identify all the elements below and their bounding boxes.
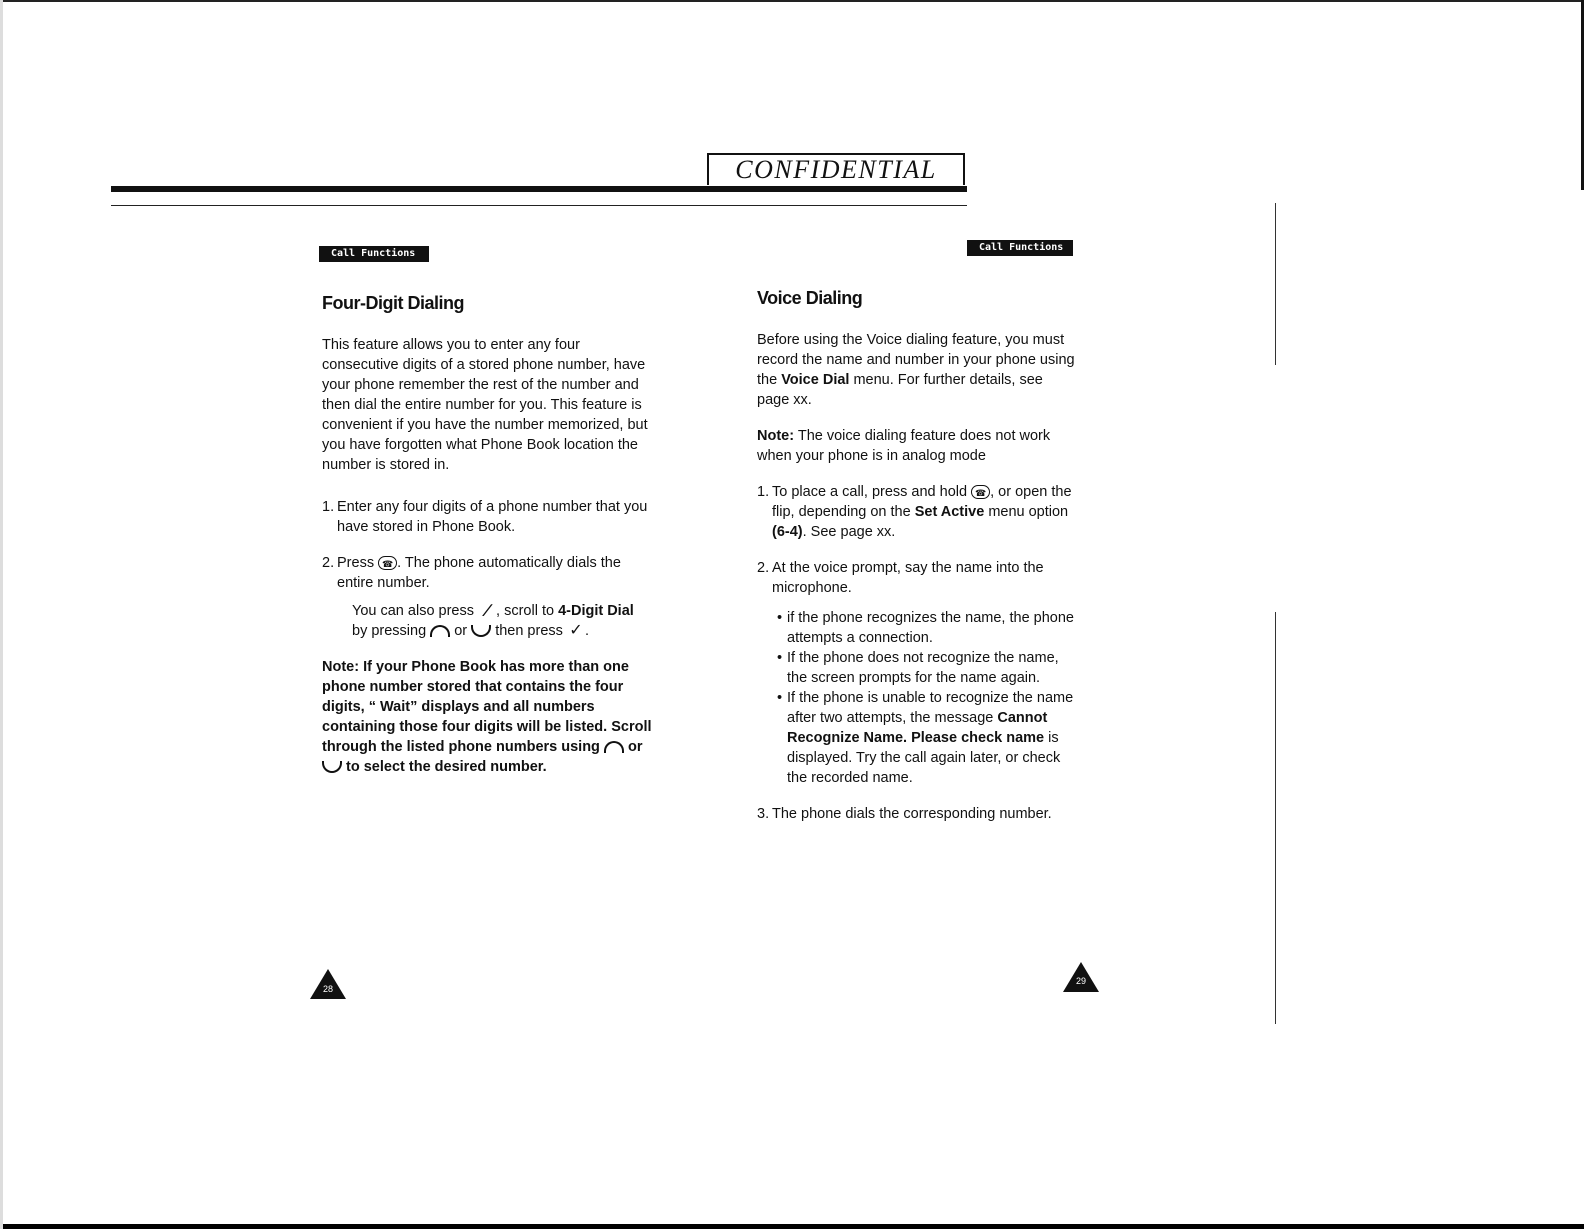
note-text: to select the desired number. xyxy=(346,759,547,775)
intro-paragraph xyxy=(757,330,1077,410)
scan-edge-left xyxy=(0,0,3,1229)
note-label: Note: xyxy=(322,659,360,675)
sub-text: by pressing xyxy=(352,623,427,639)
step-number: 1. xyxy=(322,499,335,515)
call-key-icon: ☎ xyxy=(971,485,990,499)
down-scroll-key-icon xyxy=(322,761,342,773)
sub-text: then press xyxy=(495,623,563,639)
step-text: . See page xx. xyxy=(802,524,896,540)
step-text: Press xyxy=(337,555,375,571)
step-3 xyxy=(757,804,1077,824)
bullet-item: • if the phone recognizes the name, the phone attempts a connection. xyxy=(777,610,1074,646)
bullet-text: If the phone does not recognize the name, the screen prompts for the name again. xyxy=(787,650,1059,686)
note-text: or xyxy=(627,739,643,755)
bullet-item: • If the phone is unable to recognize the name after two attempts, the message Cannot Recognize Name. Please check name is displayed. Try the call again later, or check the recorded name. xyxy=(777,690,1074,786)
step-1 xyxy=(757,482,1077,542)
page-edge-line-bottom xyxy=(1275,612,1276,1024)
up-scroll-key-icon xyxy=(604,741,624,753)
step-text: , or open the flip, depending on the xyxy=(772,484,1072,520)
scan-edge-bottom xyxy=(0,1224,1584,1229)
step-text: . The phone automatically dials the entire number. xyxy=(337,555,621,591)
page-edge-line-top xyxy=(1275,203,1276,365)
message-text: Cannot Recognize Name. Please check name xyxy=(787,710,1048,746)
section-title-four-digit: Four-Digit Dialing xyxy=(322,293,464,313)
bullet-item: • If the phone does not recognize the name, the screen prompts for the name again. xyxy=(777,650,1059,686)
sub-text: or xyxy=(454,623,468,639)
note-paragraph xyxy=(322,657,652,777)
bullet-text: is displayed. Try the call again later, or check the recorded name. xyxy=(787,730,1061,786)
left-page-content xyxy=(322,293,652,777)
page-number-right: 29 xyxy=(1075,976,1086,986)
step-2 xyxy=(757,558,1077,598)
sub-text: . xyxy=(584,623,589,639)
step-1 xyxy=(322,497,652,537)
confidential-label: CONFIDENTIAL xyxy=(707,153,965,185)
sub-text: , scroll to xyxy=(496,603,555,619)
menu-name-voice-dial: Voice Dial xyxy=(781,372,850,388)
step-text: Enter any four digits of a phone number that you have stored in Phone Book. xyxy=(337,499,648,535)
note-label: Note: xyxy=(757,428,795,444)
bullet-text: If the phone is unable to recognize the name after two attempts, the message xyxy=(787,690,1074,726)
step-2-alternative xyxy=(337,601,652,641)
menu-name-4-digit-dial: 4-Digit Dial xyxy=(558,603,634,619)
note-paragraph xyxy=(757,426,1077,466)
note-text: If your Phone Book has more than one phone number stored that contains the four digits, “ Wait” displays and all numbers containing those four digits will be listed. Scroll through the listed phone numbers using xyxy=(322,659,652,755)
note-text: The voice dialing feature does not work when your phone is in analog mode xyxy=(757,428,1051,464)
page-number-left: 28 xyxy=(322,984,333,994)
section-title-voice-dialing: Voice Dialing xyxy=(757,288,863,308)
right-page-content xyxy=(757,288,1077,824)
down-scroll-key-icon xyxy=(471,625,491,637)
section-tab-right: Call Functions xyxy=(967,240,1073,256)
step-number: 1. xyxy=(757,484,770,500)
intro-text: Before using the Voice dialing feature, you must record the name and number in your phone using the xyxy=(757,332,1075,388)
step-2 xyxy=(322,553,652,641)
step-text: To place a call, press and hold xyxy=(772,484,968,500)
step-number: 3. xyxy=(757,806,770,822)
intro-paragraph: This feature allows you to enter any four consecutive digits of a stored phone number, have your phone remember the rest of the number and then dial the entire number for you. This feature is convenient if you have the number memorized, but you have forgotten what Phone Book location the number is stored in. xyxy=(322,337,648,473)
sub-text: You can also press xyxy=(352,603,474,619)
header-rule-thin xyxy=(111,205,967,206)
intro-text: menu. For further details, see page xx. xyxy=(757,372,1043,408)
step-number: 2. xyxy=(322,555,335,571)
section-tab-left: Call Functions xyxy=(319,246,429,262)
bullet-text: if the phone recognizes the name, the phone attempts a connection. xyxy=(787,610,1074,646)
step-text: The phone dials the corresponding number. xyxy=(772,806,1052,822)
step-text: menu option xyxy=(988,504,1069,520)
ok-key-icon: ✓ xyxy=(569,622,583,640)
scan-edge-top xyxy=(0,0,1584,2)
step-text: At the voice prompt, say the name into the microphone. xyxy=(772,560,1044,596)
up-scroll-key-icon xyxy=(430,625,450,637)
call-key-icon: ☎ xyxy=(378,556,397,570)
header-rule-thick xyxy=(111,186,967,192)
step-number: 2. xyxy=(757,560,770,576)
menu-key-icon: ∕ xyxy=(485,601,489,621)
menu-option-number: (6-4) xyxy=(772,524,803,540)
menu-name-set-active: Set Active xyxy=(914,504,985,520)
